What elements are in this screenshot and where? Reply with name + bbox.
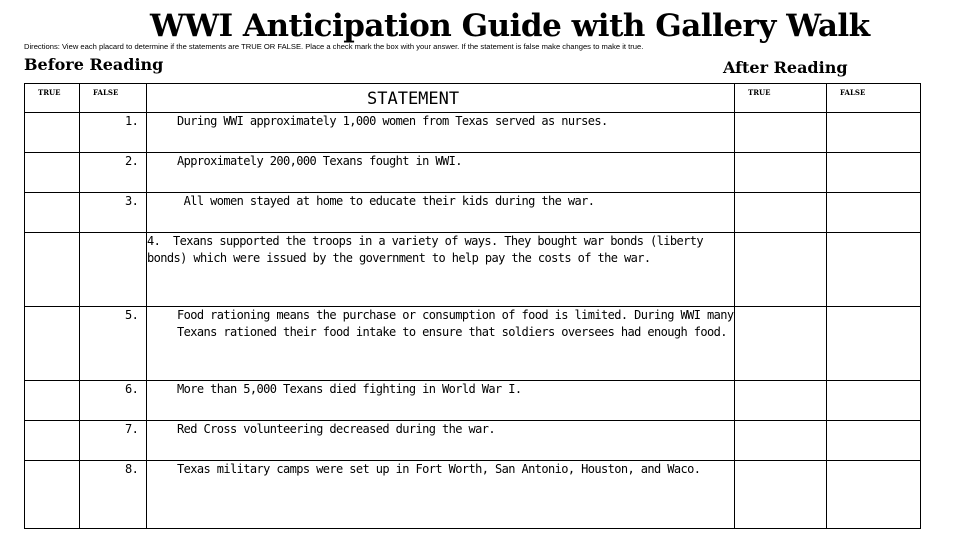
table-row bbox=[25, 421, 921, 461]
statement-6 bbox=[125, 381, 735, 421]
before-false-checkbox-4[interactable] bbox=[80, 233, 147, 307]
statement-text: Texans supported the troops in a variety of ways. They bought war bonds (liberty bonds) which were issued by the government to help pay the costs of the war. bbox=[147, 234, 703, 265]
statement-text: Food rationing means the purchase or consumption of food is limited. During WWI many Texans rationed their food intake to ensure that soldiers oversees had enough food. bbox=[177, 308, 734, 339]
after-false-header: FALSE bbox=[827, 84, 921, 113]
statement-4 bbox=[147, 233, 735, 307]
before-true-checkbox-7[interactable] bbox=[25, 421, 80, 461]
statement-8 bbox=[125, 461, 735, 529]
page-title: WWI Anticipation Guide with Gallery Walk bbox=[150, 8, 870, 44]
statement-header: STATEMENT bbox=[147, 84, 735, 113]
statement-number: 1. bbox=[125, 114, 139, 128]
after-true-checkbox-2[interactable] bbox=[735, 153, 827, 193]
after-true-checkbox-5[interactable] bbox=[735, 307, 827, 381]
table-row bbox=[25, 381, 921, 421]
before-true-checkbox-3[interactable] bbox=[25, 193, 80, 233]
statement-number: 3. bbox=[125, 194, 139, 208]
statement-text: Red Cross volunteering decreased during the war. bbox=[177, 422, 495, 436]
table-row bbox=[25, 233, 921, 307]
statement-text: Texas military camps were set up in Fort Worth, San Antonio, Houston, and Waco. bbox=[177, 462, 701, 476]
after-true-header: TRUE bbox=[735, 84, 827, 113]
statement-7 bbox=[125, 421, 735, 461]
after-false-checkbox-1[interactable] bbox=[827, 113, 921, 153]
statement-number: 4. bbox=[147, 234, 161, 248]
after-false-checkbox-8[interactable] bbox=[827, 461, 921, 529]
statement-number: 2. bbox=[125, 154, 139, 168]
after-false-checkbox-2[interactable] bbox=[827, 153, 921, 193]
statement-text: All women stayed at home to educate their kids during the war. bbox=[177, 194, 595, 208]
statement-2 bbox=[125, 153, 735, 193]
table-row bbox=[25, 307, 921, 381]
table-header-row bbox=[25, 84, 921, 113]
after-false-checkbox-6[interactable] bbox=[827, 381, 921, 421]
after-reading-label: After Reading bbox=[723, 58, 848, 77]
after-false-checkbox-3[interactable] bbox=[827, 193, 921, 233]
table-row bbox=[25, 113, 921, 153]
before-true-checkbox-2[interactable] bbox=[25, 153, 80, 193]
before-true-checkbox-4[interactable] bbox=[25, 233, 80, 307]
statement-number: 5. bbox=[125, 308, 139, 322]
statement-number: 7. bbox=[125, 422, 139, 436]
after-false-checkbox-5[interactable] bbox=[827, 307, 921, 381]
statement-number: 8. bbox=[125, 462, 139, 476]
before-reading-label: Before Reading bbox=[24, 55, 164, 74]
before-true-checkbox-5[interactable] bbox=[25, 307, 80, 381]
statement-text: More than 5,000 Texans died fighting in World War I. bbox=[177, 382, 522, 396]
after-true-checkbox-8[interactable] bbox=[735, 461, 827, 529]
before-true-checkbox-8[interactable] bbox=[25, 461, 80, 529]
after-true-checkbox-7[interactable] bbox=[735, 421, 827, 461]
after-false-checkbox-4[interactable] bbox=[827, 233, 921, 307]
after-true-checkbox-1[interactable] bbox=[735, 113, 827, 153]
before-true-checkbox-6[interactable] bbox=[25, 381, 80, 421]
after-false-checkbox-7[interactable] bbox=[827, 421, 921, 461]
statement-5 bbox=[125, 307, 735, 381]
table-row bbox=[25, 153, 921, 193]
after-true-checkbox-6[interactable] bbox=[735, 381, 827, 421]
statement-text: During WWI approximately 1,000 women from Texas served as nurses. bbox=[177, 114, 608, 128]
before-true-header: TRUE bbox=[25, 84, 80, 113]
statement-1 bbox=[125, 113, 735, 153]
before-true-checkbox-1[interactable] bbox=[25, 113, 80, 153]
directions-text: Directions: View each placard to determine if the statements are TRUE OR FALSE. Place a check mark the box with your answer. If the statement is false make changes to make it true. bbox=[24, 42, 644, 51]
after-true-checkbox-4[interactable] bbox=[735, 233, 827, 307]
before-false-header: FALSE bbox=[80, 84, 147, 113]
after-true-checkbox-3[interactable] bbox=[735, 193, 827, 233]
table-row bbox=[25, 193, 921, 233]
statement-3 bbox=[125, 193, 735, 233]
statement-number: 6. bbox=[125, 382, 139, 396]
statement-text: Approximately 200,000 Texans fought in WWI. bbox=[177, 154, 462, 168]
table-row bbox=[25, 461, 921, 529]
anticipation-table bbox=[24, 83, 921, 529]
